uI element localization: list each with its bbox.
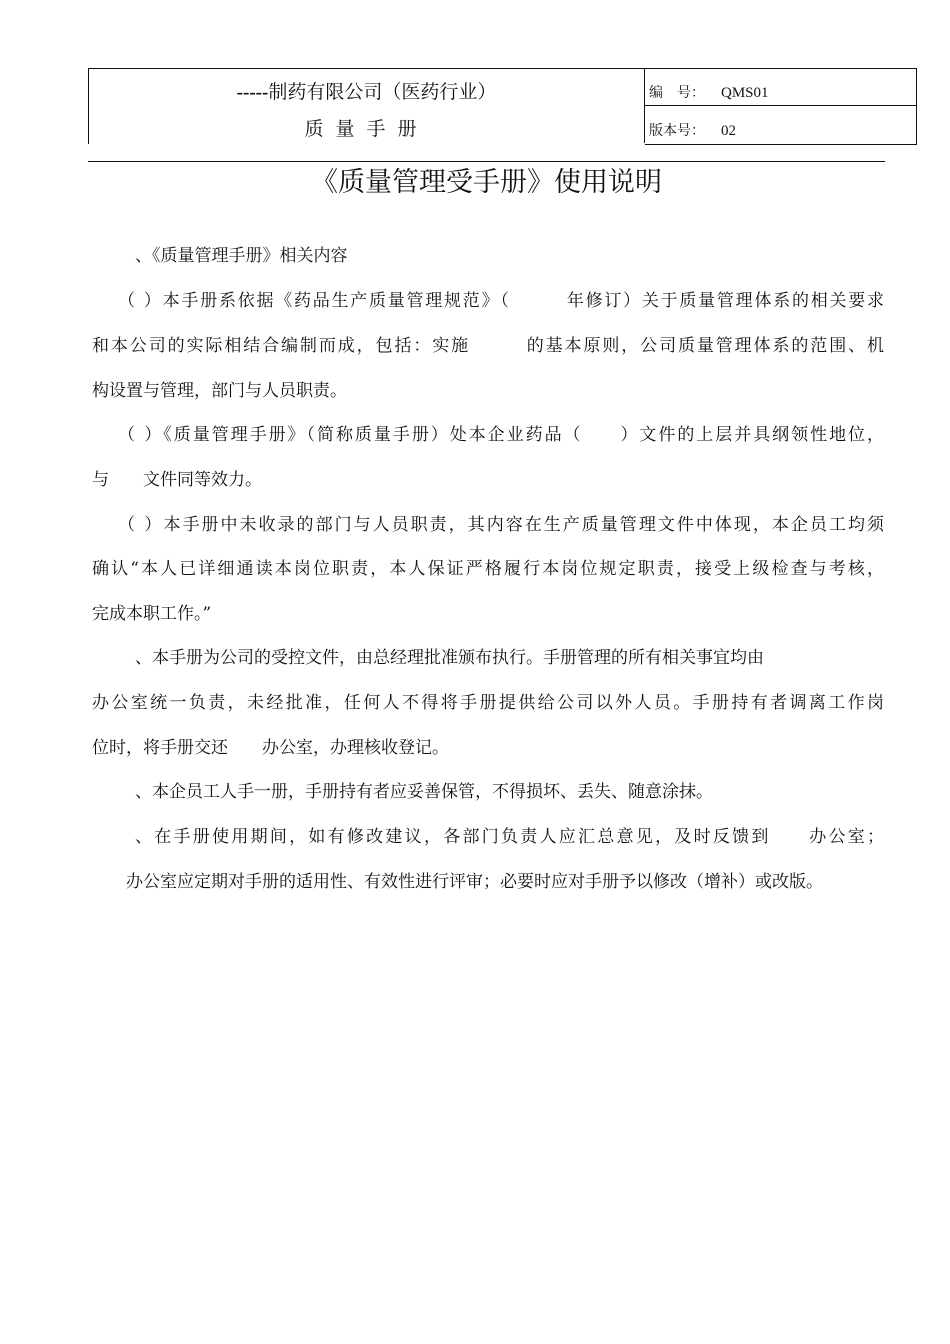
manual-title: 质量手册 — [304, 118, 429, 140]
text-line: 确认“本人已详细通读本岗位职责，本人保证严格履行本岗位规定职责，接受上级检查与考核， — [92, 559, 884, 579]
text-line: 和本公司的实际相结合编制而成，包括：实施 的基本原则，公司质量管理体系的范围、机 — [92, 336, 884, 356]
text-line: 、本手册为公司的受控文件，由总经理批准颁布执行。手册管理的所有相关事宜均由 — [135, 648, 764, 668]
text-line: 、在手册使用期间，如有修改建议，各部门负责人应汇总意见，及时反馈到 办公室； — [135, 827, 884, 847]
header-meta-cell — [645, 69, 917, 145]
company-dashes: ----- — [236, 82, 269, 103]
text-line: 办公室应定期对手册的适用性、有效性进行评审；必要时应对手册予以修改（增补）或改版。 — [126, 872, 823, 892]
company-name — [89, 77, 644, 104]
text-line: 构设置与管理，部门与人员职责。 — [92, 381, 347, 401]
number-value: QMS01 — [721, 85, 769, 101]
text-line: （ ）本手册中未收录的部门与人员职责，其内容在生产质量管理文件中体现，本企员工均须 — [118, 515, 884, 535]
header-table — [88, 68, 917, 144]
text-line: 与 文件同等效力。 — [92, 470, 262, 490]
number-label: 编 号： — [649, 85, 705, 101]
text-line: 、本企员工人手一册，手册持有者应妥善保管，不得损坏、丢失、随意涂抹。 — [135, 782, 713, 802]
text-line: （ ）本手册系依据《药品生产质量管理规范》（ 年修订）关于质量管理体系的相关要求 — [118, 291, 884, 311]
text-line: 、《质量管理手册》相关内容 — [135, 246, 348, 266]
number-row — [645, 69, 916, 106]
version-value: 02 — [721, 123, 736, 139]
document-title: 《质量管理受手册》使用说明 — [311, 167, 662, 198]
version-row — [645, 106, 916, 143]
company-name-text: 制药有限公司（医药行业） — [268, 81, 497, 103]
text-line: （ ）《质量管理手册》（简称质量手册）处本企业药品（ ）文件的上层并具纲领性地位， — [118, 425, 884, 445]
version-label: 版本号： — [649, 123, 705, 139]
text-line: 位时，将手册交还 办公室，办理核收登记。 — [92, 738, 449, 758]
header-company-cell — [89, 69, 645, 143]
text-line: 完成本职工作。” — [92, 604, 212, 624]
text-line: 办公室统一负责，未经批准，任何人不得将手册提供给公司以外人员。手册持有者调离工作岗 — [92, 693, 884, 713]
